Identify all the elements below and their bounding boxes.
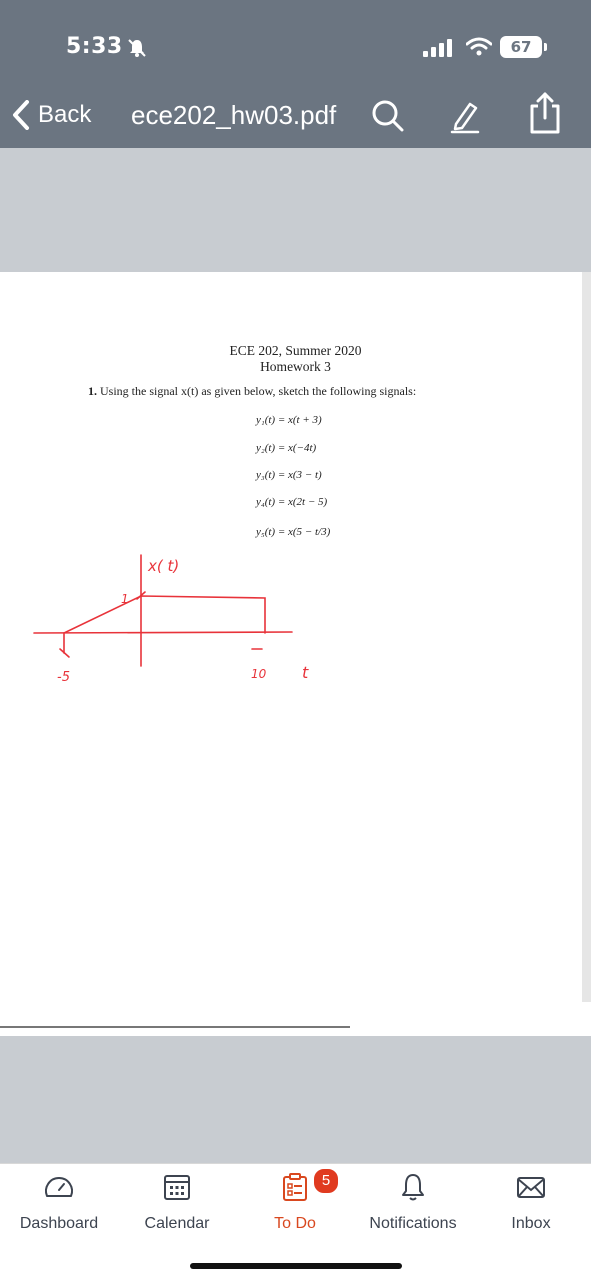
- top-bar: [0, 0, 591, 148]
- page-bottom-edge: [0, 1026, 350, 1028]
- signal-sketch: [0, 540, 340, 690]
- equation-y5: y₅(t) = x(5 − t/3): [256, 526, 331, 538]
- homework-heading: Homework 3: [260, 359, 331, 374]
- equation-y2: y₂(t) = x(−4t): [256, 442, 317, 454]
- todo-count-badge: 5: [312, 1167, 340, 1195]
- tab-inbox-label: Inbox: [511, 1215, 551, 1232]
- page-gap-top: [0, 148, 591, 272]
- wifi-icon: [466, 37, 492, 57]
- bell-muted-icon: [127, 38, 147, 58]
- equation-y1: y₁(t) = x(t + 3): [256, 414, 322, 426]
- problem-statement: [88, 384, 416, 399]
- bell-icon: [398, 1172, 428, 1202]
- todo-icon: [280, 1172, 310, 1202]
- back-button[interactable]: [12, 98, 91, 132]
- share-icon[interactable]: [527, 90, 563, 134]
- problem-text: Using the signal x(t) as given below, sketch the following signals:: [100, 384, 417, 398]
- sketch-label: x( t): [148, 557, 180, 575]
- tab-todo-label: To Do: [274, 1215, 316, 1232]
- sketch-t-label: t: [302, 663, 309, 682]
- status-time: 5:33: [66, 34, 123, 59]
- sketch-tick-10: 10: [251, 667, 267, 681]
- inbox-icon: [515, 1172, 547, 1202]
- sketch-time-axis: [34, 632, 292, 633]
- markup-pen-icon[interactable]: [448, 98, 482, 134]
- page-gap-bottom: [0, 1036, 591, 1163]
- problem-number: 1.: [88, 384, 97, 398]
- home-indicator[interactable]: [190, 1263, 402, 1269]
- tab-notifications[interactable]: [354, 1172, 472, 1233]
- document-title: ece202_hw03.pdf: [131, 100, 337, 130]
- battery-nub: [544, 43, 547, 51]
- sketch-one: 1: [121, 592, 129, 606]
- course-heading: ECE 202, Summer 2020: [229, 343, 362, 358]
- back-label: Back: [38, 101, 92, 128]
- calendar-icon: [162, 1172, 192, 1202]
- tab-inbox[interactable]: [472, 1172, 590, 1233]
- battery-indicator: 67: [500, 36, 542, 58]
- tab-notifications-label: Notifications: [369, 1215, 457, 1232]
- page-edge: [582, 272, 591, 1002]
- tab-dashboard[interactable]: [0, 1172, 118, 1233]
- equation-y4: y₄(t) = x(2t − 5): [256, 496, 328, 508]
- tab-calendar-label: Calendar: [144, 1215, 210, 1232]
- tab-calendar[interactable]: [118, 1172, 236, 1233]
- equation-y3: y₃(t) = x(3 − t): [256, 469, 322, 481]
- search-icon[interactable]: [370, 98, 406, 134]
- sketch-signal: [64, 596, 265, 653]
- tab-dashboard-label: Dashboard: [19, 1215, 99, 1232]
- sketch-tick-minus5: -5: [57, 670, 70, 685]
- signal-icon: [423, 39, 453, 57]
- dashboard-icon: [41, 1172, 77, 1202]
- chevron-left-icon: [12, 100, 30, 130]
